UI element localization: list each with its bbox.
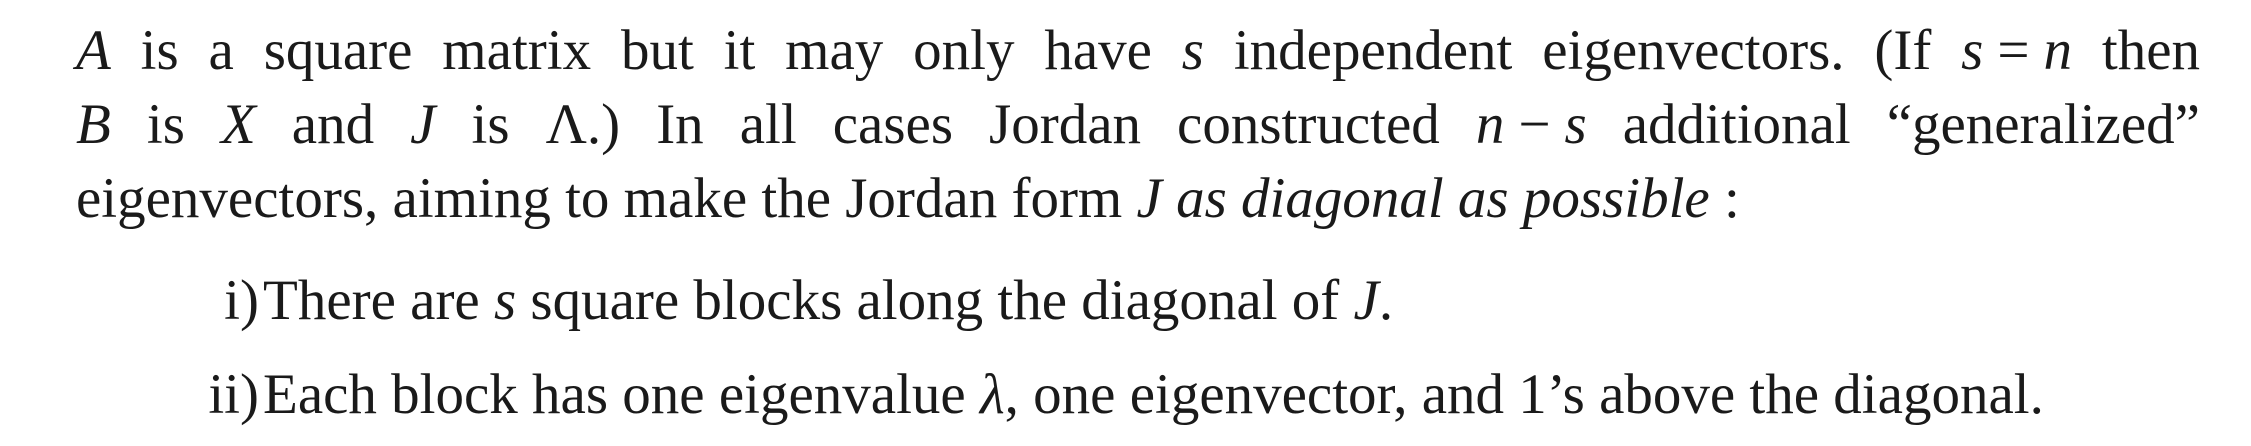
list-item xyxy=(0,254,2251,348)
conditions-list xyxy=(0,254,2251,442)
math-Lambda: Λ xyxy=(545,93,587,156)
list-marker: i) xyxy=(224,269,259,332)
math-s: s xyxy=(1961,19,1984,82)
paragraph-line-1 xyxy=(76,14,2200,88)
text-segment: eigenvectors, aiming to make the Jordan form xyxy=(76,167,1137,230)
paragraph-line-2 xyxy=(76,88,2200,162)
jordan-paragraph xyxy=(76,14,2200,236)
text-segment: is xyxy=(435,93,546,156)
text-segment: Each block has one eigenvalue xyxy=(263,363,980,426)
text-segment: , one eigenvector, and 1’s above the diagonal. xyxy=(1004,363,2044,426)
text-segment: is a square matrix but it may only have xyxy=(110,19,1182,82)
paragraph-line-3 xyxy=(76,162,2200,236)
math-minus: − xyxy=(1518,93,1551,156)
math-J: J xyxy=(1353,269,1379,332)
math-J: J xyxy=(1136,167,1162,230)
list-item xyxy=(0,348,2251,442)
text-segment: independent eigenvectors. (If xyxy=(1203,19,1962,82)
math-s: s xyxy=(1181,19,1204,82)
text-segment: then xyxy=(2072,19,2201,82)
math-B: B xyxy=(76,93,111,156)
math-n: n xyxy=(2043,19,2073,82)
math-J: J xyxy=(410,93,436,156)
text-segment: .) In all cases Jordan constructed xyxy=(586,93,1476,156)
list-item-text xyxy=(263,348,2044,442)
text-segment: square blocks along the diagonal of xyxy=(516,269,1354,332)
emphasized-text: as diagonal as possible xyxy=(1161,167,1710,230)
text-segment: There are xyxy=(263,269,494,332)
list-item-text xyxy=(263,254,1393,348)
math-s: s xyxy=(493,269,517,332)
text-segment: : xyxy=(1709,167,1740,230)
math-n: n xyxy=(1475,93,1505,156)
math-A: A xyxy=(76,19,111,82)
math-s: s xyxy=(1564,93,1587,156)
list-marker: ii) xyxy=(208,363,259,426)
text-segment: . xyxy=(1378,269,1394,332)
text-segment: is xyxy=(110,93,221,156)
math-X: X xyxy=(220,93,256,156)
text-segment: additional “generalized” xyxy=(1586,93,2200,156)
text-segment: and xyxy=(255,93,411,156)
math-lambda: λ xyxy=(979,363,1005,426)
math-equals: = xyxy=(1997,19,2030,82)
